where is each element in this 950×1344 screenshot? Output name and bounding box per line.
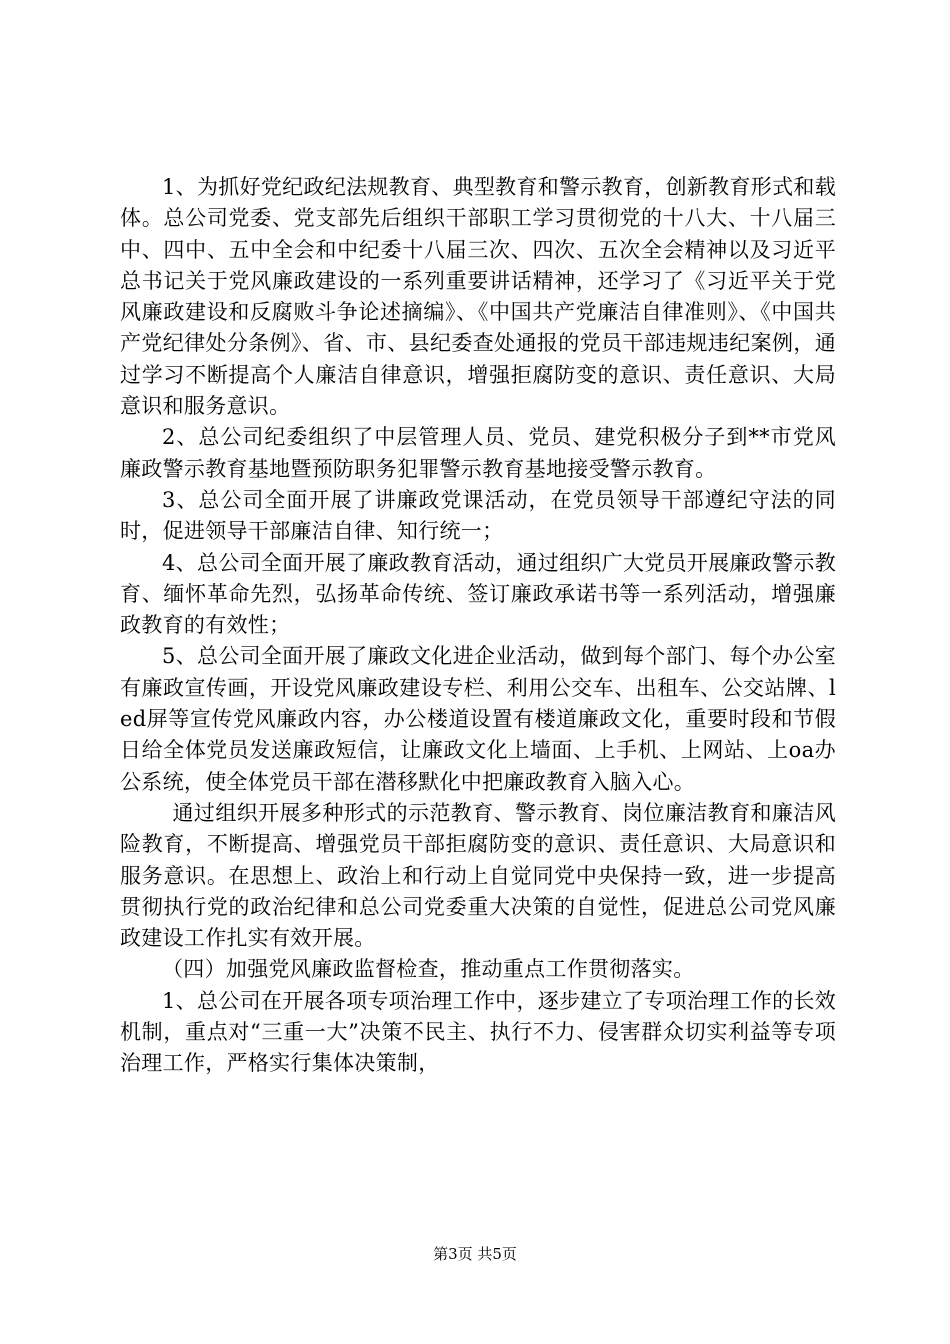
paragraph-item-4: 4、总公司全面开展了廉政教育活动，通过组织广大党员开展廉政警示教育、缅怀革命先烈，弘扬革命传统、签订廉政承诺书等一系列活动，增强廉政教育的有效性； [120,550,836,638]
paragraph-item-2: 2、总公司纪委组织了中层管理人员、党员、建党积极分子到**市党风廉政警示教育基地暨预防职务犯罪警示教育基地接受警示教育。 [120,425,836,481]
summary-paragraph: 通过组织开展多种形式的示范教育、警示教育、岗位廉洁教育和廉洁风险教育，不断提高、增强党员干部拒腐防变的意识、责任意识、大局意识和服务意识。在思想上、政治上和行动上自觉同党中央保持一致，进一步提高贯彻执行党的政治纪律和总公司党委重大决策的自觉性，促进总公司党风廉政建设工作扎实有效开展。 [120,800,836,951]
section-heading: （四）加强党风廉政监督检查，推动重点工作贯彻落实。 [162,957,695,982]
page-number-footer: 第3页 共5页 [433,1245,517,1263]
document-body [120,172,836,1080]
paragraph-item-6: 1、总公司在开展各项专项治理工作中，逐步建立了专项治理工作的长效机制，重点对“三重一大”决策不民主、执行不力、侵害群众切实利益等专项治理工作，严格实行集体决策制， [120,988,836,1076]
paragraph-item-1: 1、为抓好党纪政纪法规教育、典型教育和警示教育，创新教育形式和载体。总公司党委、党支部先后组织干部职工学习贯彻党的十八大、十八届三中、四中、五中全会和中纪委十八届三次、四次、五次全会精神以及习近平总书记关于党风廉政建设的一系列重要讲话精神，还学习了《习近平关于党风廉政建设和反腐败斗争论述摘编》、《中国共产党廉洁自律准则》、《中国共产党纪律处分条例》、省、市、县纪委查处通报的党员干部违规违纪案例，通过学习不断提高个人廉洁自律意识，增强拒腐防变的意识、责任意识、大局意识和服务意识。 [120,175,836,419]
paragraph-item-3: 3、总公司全面开展了讲廉政党课活动，在党员领导干部遵纪守法的同时，促进领导干部廉洁自律、知行统一； [120,487,836,544]
paragraph-item-5: 5、总公司全面开展了廉政文化进企业活动，做到每个部门、每个办公室有廉政宣传画，开设党风廉政建设专栏、利用公交车、出租车、公交站牌、led屏等宣传党风廉政内容，办公楼道设置有楼道廉政文化，重要时段和节假日给全体党员发送廉政短信，让廉政文化上墙面、上手机、上网站、上oa办公系统，使全体党员干部在潜移默化中把廉政教育入脑入心。 [120,644,836,794]
